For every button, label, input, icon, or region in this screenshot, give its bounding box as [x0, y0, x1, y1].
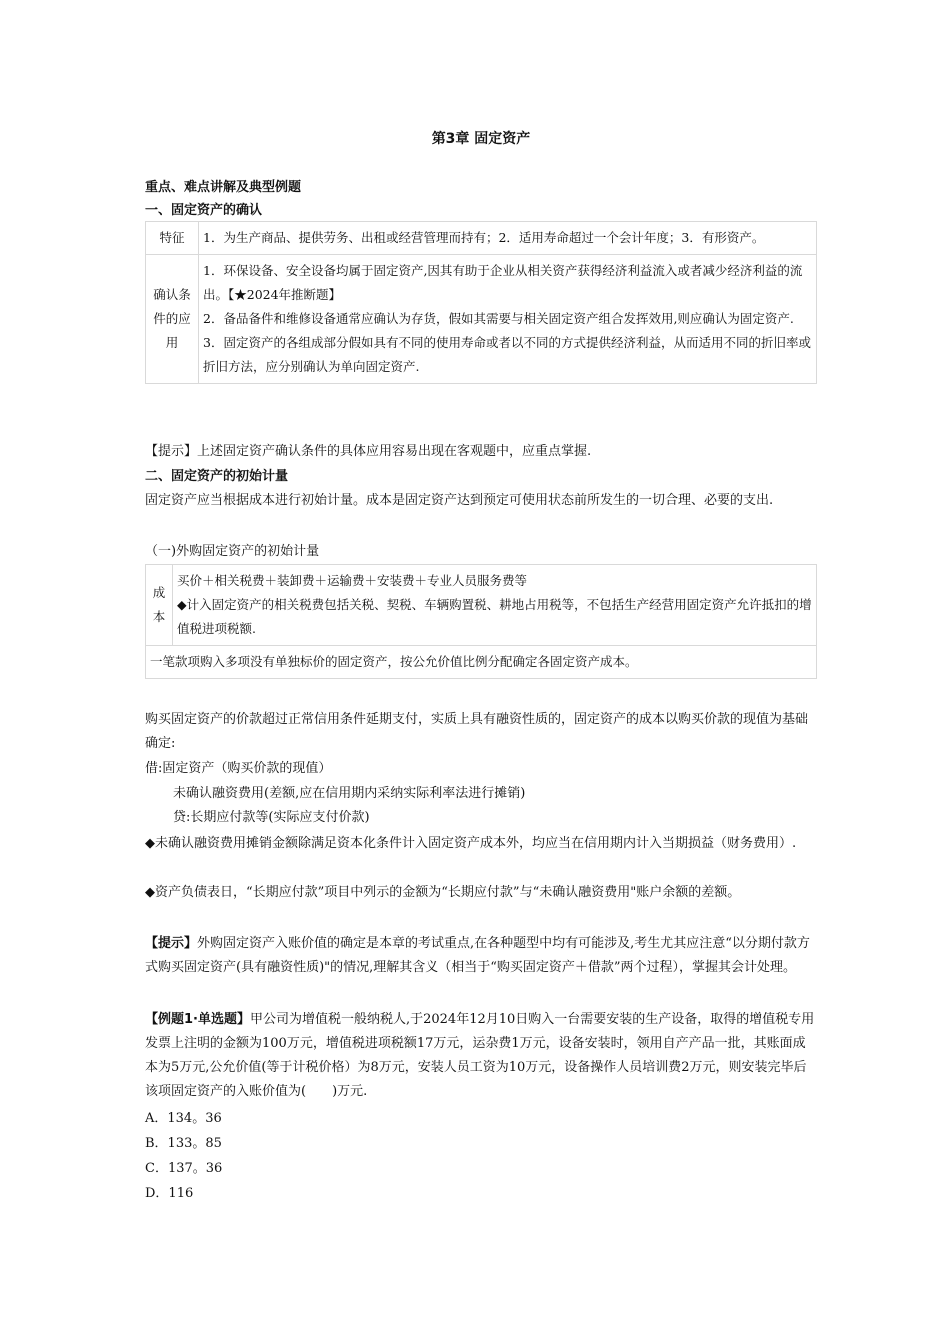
- subsection-heading: （一)外购固定资产的初始计量: [145, 544, 320, 559]
- application-text: [199, 255, 817, 384]
- application-item: 2．备品备件和维修设备通常应确认为存货，假如其需要与相关固定资产组合发挥效用,则应确认为固定资产.: [203, 311, 794, 326]
- table-row: [146, 646, 817, 679]
- option-a: A．134。36: [145, 1111, 222, 1126]
- table-row: [146, 255, 817, 384]
- example-paragraph: [145, 1008, 817, 1104]
- example-text: 甲公司为增值税一般纳税人,于2024年12月10日购入一台需要安装的生产设备，取得的增值税专用发票上注明的金额为100万元，增值税进项税额17万元，运杂费1万元，设备安装时，领用自产产品一批，其账面成本为5万元,公允价值(等于计税价格）为8万元，安装人员工资为10万元，设备操作人员培训费2万元，则安装完毕后该项固定资产的入账价值为( )万元.: [145, 1012, 815, 1099]
- feature-label: 特征: [146, 222, 199, 255]
- application-label: 确认条件的应用: [146, 255, 199, 384]
- option-d: D．116: [145, 1186, 194, 1201]
- option-c: C．137。36: [145, 1161, 223, 1176]
- cost-formula: 买价＋相关税费＋装卸费＋运输费＋安装费＋专业人员服务费等: [177, 573, 528, 588]
- journal-credit: 贷:长期应付款等(实际应支付价款): [173, 810, 370, 825]
- section1-heading: 一、固定资产的确认: [145, 203, 263, 218]
- feature-text: 1．为生产商品、提供劳务、出租或经营管理而持有；2．适用寿命超过一个会计年度；3．有形资产。: [199, 222, 817, 255]
- application-item: 3．固定资产的各组成部分假如具有不同的使用寿命或者以不同的方式提供经济利益，从而适用不同的折旧率或折旧方法，应分别确认为单向固定资产.: [203, 335, 811, 374]
- cost-label: 成本: [146, 565, 173, 646]
- example-label: 【例题1·单选题】: [145, 1012, 250, 1027]
- allocation-note: 一笔款项购入多项没有单独标价的固定资产，按公允价值比例分配确定各固定资产成本。: [146, 646, 817, 679]
- application-item: 1．环保设备、安全设备均属于固定资产,因其有助于企业从相关资产获得经济利益流入或者减少经济利益的流出。【★2024年推断题】: [203, 263, 803, 302]
- note-amortization: ◆未确认融资费用摊销金额除满足资本化条件计入固定资产成本外，均应当在信用期内计入当期损益（财务费用）.: [145, 836, 797, 851]
- cost-note: ◆计入固定资产的相关税费包括关税、契税、车辆购置税、耕地占用税等，不包括生产经营用固定资产允许抵扣的增值税进项税额.: [177, 597, 812, 636]
- cost-text: [173, 565, 817, 646]
- option-b: B．133。85: [145, 1136, 222, 1151]
- tip2-paragraph: [145, 932, 817, 980]
- table-row: [146, 222, 817, 255]
- cost-table: [145, 564, 817, 679]
- note-balance-sheet: ◆资产负债表日，“长期应付款”项目中列示的金额为“长期应付款”与“未确认融资费用"账户余额的差额。: [145, 885, 741, 900]
- journal-debit: 借:固定资产（购买价款的现值）: [145, 761, 332, 776]
- chapter-title: 第3章 固定资产: [431, 131, 531, 147]
- section2-heading: 二、固定资产的初始计量: [145, 469, 289, 484]
- tip-text: 【提示】上述固定资产确认条件的具体应用容易出现在客观题中，应重点掌握.: [145, 444, 592, 459]
- tip2-label: 【提示】: [145, 936, 198, 951]
- journal-unrecognized: 未确认融资费用(差额,应在信用期内采纳实际利率法进行摊销): [173, 786, 526, 801]
- tip2-text: 外购固定资产入账价值的确定是本章的考试重点,在各种题型中均有可能涉及,考生尤其应注意“以分期付款方式购买固定资产(具有融资性质)"的情况,理解其含义（相当于“购买固定资产＋借款”两个过程），掌握其会计处理。: [145, 936, 810, 975]
- recognition-table: [145, 221, 817, 384]
- intro-paragraph: 固定资产应当根据成本进行初始计量。成本是固定资产达到预定可使用状态前所发生的一切合理、必要的支出.: [145, 493, 774, 508]
- main-heading: 重点、难点讲解及典型例题: [145, 180, 302, 195]
- deferred-paragraph: 购买固定资产的价款超过正常信用条件延期支付，实质上具有融资性质的，固定资产的成本以购买价款的现值为基础确定:: [145, 712, 809, 751]
- table-row: [146, 565, 817, 646]
